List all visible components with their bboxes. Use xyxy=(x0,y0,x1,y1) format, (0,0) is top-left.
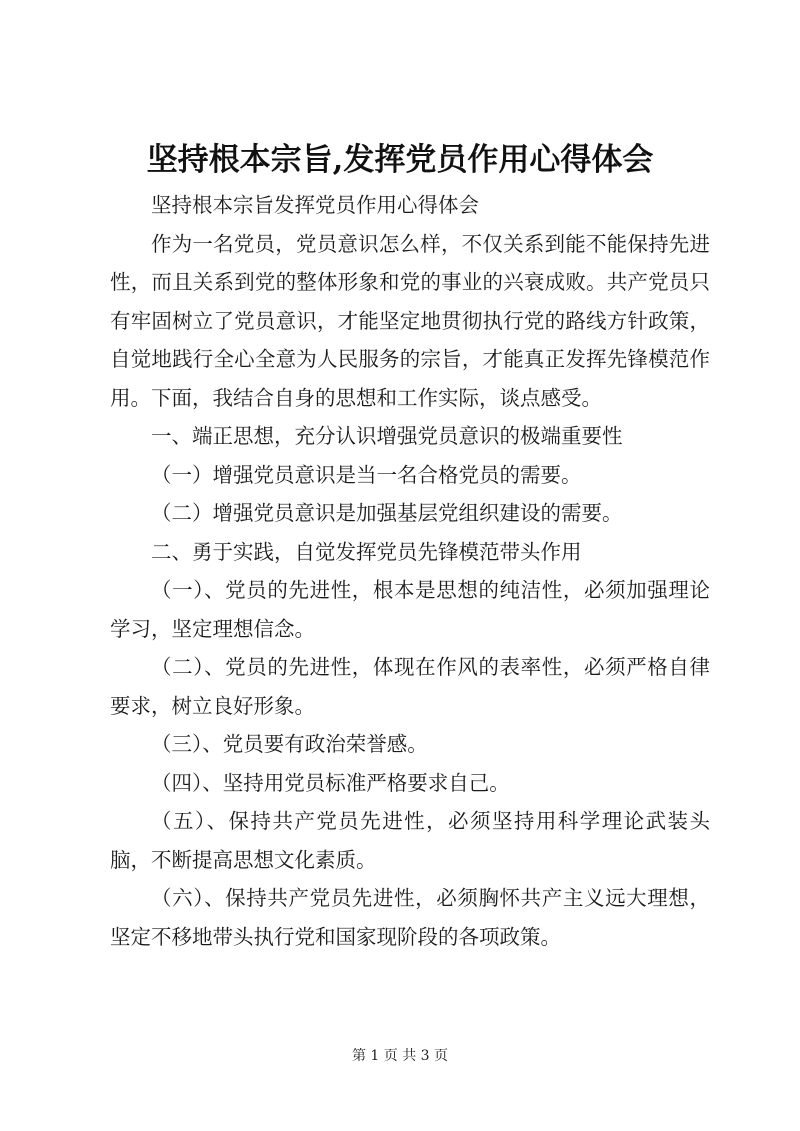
list-item: （二）增强党员意识是加强基层党组织建设的需要。 xyxy=(151,501,623,525)
list-item: （四）、坚持用党员标准严格要求自己。 xyxy=(151,770,510,795)
page-footer: 第 1 页 共 3 页 xyxy=(351,1048,449,1064)
list-item: （二）、党员的先进性，体现在作风的表率性，必须严格自律要求，树立良好形象。 xyxy=(110,655,710,718)
list-item: （五）、保持共产党员先进性，必须坚持用科学理论武装头脑，不断提高思想文化素质。 xyxy=(110,809,710,872)
list-item: （一）增强党员意识是当一名合格党员的需要。 xyxy=(151,462,582,487)
section-heading-1: 一、端正思想，充分认识增强党员意识的极端重要性 xyxy=(151,424,623,448)
document-title: 坚持根本宗旨,发挥党员作用心得体会 xyxy=(146,142,654,178)
list-item: （三）、党员要有政治荣誉感。 xyxy=(151,732,428,756)
paragraph-intro: 作为一名党员，党员意识怎么样，不仅关系到能不能保持先进性，而且关系到党的整体形象和党的事业的兴衰成败。共产党员只有牢固树立了党员意识，才能坚定地贯彻执行党的路线方针政策，自觉地践行全心全意为人民服务的宗旨，才能真正发挥先锋模范作用。下面，我结合自身的思想和工作实际，谈点感受。 xyxy=(110,231,710,410)
section-heading-2: 二、勇于实践，自觉发挥党员先锋模范带头作用 xyxy=(151,539,582,564)
document-body xyxy=(110,186,710,956)
list-item: （六）、保持共产党员先进性，必须胸怀共产主义远大理想，坚定不移地带头执行党和国家现阶段的各项政策。 xyxy=(110,886,710,949)
paragraph-subtitle: 坚持根本宗旨发挥党员作用心得体会 xyxy=(151,193,479,217)
list-item: （一）、党员的先进性，根本是思想的纯洁性，必须加强理论学习，坚定理想信念。 xyxy=(110,578,710,641)
